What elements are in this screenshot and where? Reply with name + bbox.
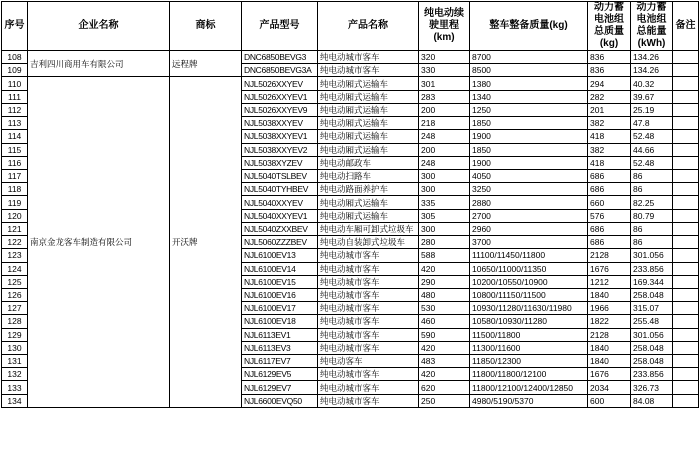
cell-model: NJL5060ZZZBEV [242, 236, 318, 249]
cell-curb-mass: 2880 [470, 196, 588, 209]
cell-range: 200 [419, 143, 470, 156]
cell-battery-mass: 382 [588, 117, 631, 130]
cell-model: NJL5040ZXXBEV [242, 222, 318, 235]
cell-seq: 111 [2, 90, 28, 103]
cell-model: NJL6100EV13 [242, 249, 318, 262]
cell-battery-energy: 258.048 [631, 341, 673, 354]
cell-curb-mass: 3700 [470, 236, 588, 249]
cell-battery-energy: 84.08 [631, 394, 673, 407]
cell-seq: 121 [2, 222, 28, 235]
cell-model: NJL5026XXYEV1 [242, 90, 318, 103]
cell-note [673, 222, 699, 235]
cell-note [673, 183, 699, 196]
cell-model: NJL5038XXYEV1 [242, 130, 318, 143]
cell-note [673, 341, 699, 354]
cell-battery-energy: 301.056 [631, 328, 673, 341]
cell-battery-energy: 233.856 [631, 368, 673, 381]
cell-seq: 130 [2, 341, 28, 354]
cell-range: 248 [419, 156, 470, 169]
cell-range: 300 [419, 169, 470, 182]
cell-battery-energy: 40.32 [631, 77, 673, 90]
cell-curb-mass: 1250 [470, 103, 588, 116]
cell-seq: 123 [2, 249, 28, 262]
header-model: 产品型号 [242, 2, 318, 51]
cell-curb-mass: 3250 [470, 183, 588, 196]
header-product-name: 产品名称 [318, 2, 419, 51]
cell-note [673, 156, 699, 169]
cell-model: NJL6100EV18 [242, 315, 318, 328]
cell-curb-mass: 1900 [470, 130, 588, 143]
cell-range: 420 [419, 341, 470, 354]
cell-model: NJL6113EV3 [242, 341, 318, 354]
cell-seq: 126 [2, 288, 28, 301]
vehicle-catalog-table [1, 1, 699, 408]
cell-seq: 108 [2, 51, 28, 64]
cell-model: NJL6100EV14 [242, 262, 318, 275]
cell-battery-energy: 86 [631, 222, 673, 235]
cell-seq: 115 [2, 143, 28, 156]
table-header [2, 2, 699, 51]
cell-battery-mass: 660 [588, 196, 631, 209]
cell-curb-mass: 2960 [470, 222, 588, 235]
cell-curb-mass: 11800/12100/12400/12850 [470, 381, 588, 394]
cell-note [673, 328, 699, 341]
cell-seq: 122 [2, 236, 28, 249]
cell-battery-mass: 576 [588, 209, 631, 222]
cell-range: 530 [419, 302, 470, 315]
cell-note [673, 368, 699, 381]
cell-product-name: 纯电动厢式运输车 [318, 103, 419, 116]
cell-range: 200 [419, 103, 470, 116]
cell-curb-mass: 4980/5190/5370 [470, 394, 588, 407]
cell-model: NJL5038XYZEV [242, 156, 318, 169]
cell-model: NJL5038XXYEV [242, 117, 318, 130]
cell-range: 283 [419, 90, 470, 103]
cell-model: DNC6850BEVG3 [242, 51, 318, 64]
table-row [2, 51, 699, 64]
cell-company: 南京金龙客车制造有限公司 [28, 77, 170, 407]
cell-seq: 133 [2, 381, 28, 394]
cell-seq: 118 [2, 183, 28, 196]
cell-note [673, 143, 699, 156]
cell-model: NJL6129EV5 [242, 368, 318, 381]
cell-seq: 112 [2, 103, 28, 116]
cell-note [673, 90, 699, 103]
cell-note [673, 315, 699, 328]
table-body [2, 51, 699, 408]
cell-product-name: 纯电动城市客车 [318, 288, 419, 301]
cell-product-name: 纯电动城市客车 [318, 368, 419, 381]
table-row [2, 77, 699, 90]
cell-model: NJL6600EVQ50 [242, 394, 318, 407]
cell-product-name: 纯电动城市客车 [318, 328, 419, 341]
cell-model: NJL6117EV7 [242, 355, 318, 368]
cell-curb-mass: 1850 [470, 143, 588, 156]
cell-note [673, 249, 699, 262]
cell-product-name: 纯电动城市客车 [318, 341, 419, 354]
cell-range: 480 [419, 288, 470, 301]
cell-model: NJL5040XXYEV [242, 196, 318, 209]
cell-product-name: 纯电动车厢可卸式垃圾车 [318, 222, 419, 235]
cell-range: 588 [419, 249, 470, 262]
cell-range: 590 [419, 328, 470, 341]
cell-battery-mass: 418 [588, 130, 631, 143]
cell-product-name: 纯电动厢式运输车 [318, 143, 419, 156]
cell-seq: 127 [2, 302, 28, 315]
cell-battery-energy: 86 [631, 169, 673, 182]
cell-battery-mass: 836 [588, 64, 631, 77]
cell-curb-mass: 1900 [470, 156, 588, 169]
cell-seq: 129 [2, 328, 28, 341]
cell-seq: 114 [2, 130, 28, 143]
cell-battery-energy: 44.66 [631, 143, 673, 156]
cell-curb-mass: 8500 [470, 64, 588, 77]
cell-note [673, 236, 699, 249]
cell-seq: 124 [2, 262, 28, 275]
cell-company: 吉利四川商用车有限公司 [28, 51, 170, 77]
cell-seq: 109 [2, 64, 28, 77]
cell-product-name: 纯电动邮政车 [318, 156, 419, 169]
cell-curb-mass: 10650/11000/11350 [470, 262, 588, 275]
header-note: 备注 [673, 2, 699, 51]
cell-curb-mass: 8700 [470, 51, 588, 64]
cell-note [673, 381, 699, 394]
cell-product-name: 纯电动城市客车 [318, 51, 419, 64]
cell-note [673, 117, 699, 130]
cell-battery-mass: 1676 [588, 262, 631, 275]
cell-product-name: 纯电动扫路车 [318, 169, 419, 182]
cell-curb-mass: 2700 [470, 209, 588, 222]
cell-product-name: 纯电动自装卸式垃圾车 [318, 236, 419, 249]
cell-range: 335 [419, 196, 470, 209]
cell-seq: 132 [2, 368, 28, 381]
cell-battery-mass: 836 [588, 51, 631, 64]
cell-product-name: 纯电动厢式运输车 [318, 196, 419, 209]
cell-battery-energy: 80.79 [631, 209, 673, 222]
cell-battery-energy: 52.48 [631, 156, 673, 169]
cell-seq: 117 [2, 169, 28, 182]
cell-battery-mass: 382 [588, 143, 631, 156]
cell-battery-energy: 255.48 [631, 315, 673, 328]
cell-note [673, 302, 699, 315]
cell-battery-mass: 686 [588, 183, 631, 196]
cell-note [673, 196, 699, 209]
cell-curb-mass: 4050 [470, 169, 588, 182]
header-company: 企业名称 [28, 2, 170, 51]
cell-battery-mass: 201 [588, 103, 631, 116]
cell-model: NJL5040TSLBEV [242, 169, 318, 182]
cell-model: NJL6100EV17 [242, 302, 318, 315]
cell-battery-mass: 1840 [588, 355, 631, 368]
cell-battery-mass: 686 [588, 222, 631, 235]
cell-model: NJL6100EV16 [242, 288, 318, 301]
cell-range: 330 [419, 64, 470, 77]
cell-range: 280 [419, 236, 470, 249]
cell-model: NJL5038XXYEV2 [242, 143, 318, 156]
cell-range: 248 [419, 130, 470, 143]
header-battery-mass: 动力蓄电池组总质量(kg) [588, 2, 631, 51]
cell-product-name: 纯电动城市客车 [318, 64, 419, 77]
cell-curb-mass: 1340 [470, 90, 588, 103]
cell-model: NJL5040XXYEV1 [242, 209, 318, 222]
cell-range: 483 [419, 355, 470, 368]
cell-curb-mass: 11500/11800 [470, 328, 588, 341]
cell-battery-mass: 1676 [588, 368, 631, 381]
header-curb-mass: 整车整备质量(kg) [470, 2, 588, 51]
cell-note [673, 77, 699, 90]
cell-battery-mass: 1966 [588, 302, 631, 315]
cell-curb-mass: 11800/11800/12100 [470, 368, 588, 381]
cell-battery-energy: 233.856 [631, 262, 673, 275]
cell-curb-mass: 1850 [470, 117, 588, 130]
cell-battery-energy: 134.26 [631, 64, 673, 77]
cell-battery-mass: 418 [588, 156, 631, 169]
cell-battery-energy: 301.056 [631, 249, 673, 262]
cell-battery-energy: 169.344 [631, 275, 673, 288]
cell-battery-energy: 86 [631, 183, 673, 196]
cell-product-name: 纯电动城市客车 [318, 249, 419, 262]
cell-range: 305 [419, 209, 470, 222]
cell-seq: 119 [2, 196, 28, 209]
header-seq: 序号 [2, 2, 28, 51]
cell-battery-mass: 282 [588, 90, 631, 103]
cell-product-name: 纯电动城市客车 [318, 302, 419, 315]
cell-range: 420 [419, 368, 470, 381]
cell-model: NJL5040TYHBEV [242, 183, 318, 196]
cell-model: NJL6113EV1 [242, 328, 318, 341]
cell-battery-mass: 686 [588, 169, 631, 182]
cell-battery-energy: 52.48 [631, 130, 673, 143]
cell-product-name: 纯电动城市客车 [318, 262, 419, 275]
cell-seq: 125 [2, 275, 28, 288]
cell-battery-mass: 2034 [588, 381, 631, 394]
cell-curb-mass: 10800/11150/11500 [470, 288, 588, 301]
cell-curb-mass: 10930/11280/11630/11980 [470, 302, 588, 315]
cell-battery-mass: 1212 [588, 275, 631, 288]
cell-model: DNC6850BEVG3A [242, 64, 318, 77]
cell-range: 290 [419, 275, 470, 288]
cell-product-name: 纯电动城市客车 [318, 315, 419, 328]
cell-range: 460 [419, 315, 470, 328]
cell-product-name: 纯电动厢式运输车 [318, 117, 419, 130]
cell-range: 218 [419, 117, 470, 130]
cell-brand: 远程牌 [170, 51, 242, 77]
cell-battery-energy: 47.8 [631, 117, 673, 130]
cell-note [673, 209, 699, 222]
cell-model: NJL5026XXYEV [242, 77, 318, 90]
cell-battery-energy: 86 [631, 236, 673, 249]
cell-battery-mass: 1840 [588, 341, 631, 354]
cell-note [673, 288, 699, 301]
cell-seq: 110 [2, 77, 28, 90]
cell-brand: 开沃牌 [170, 77, 242, 407]
cell-battery-energy: 258.048 [631, 355, 673, 368]
cell-product-name: 纯电动路面养护车 [318, 183, 419, 196]
cell-battery-mass: 600 [588, 394, 631, 407]
cell-battery-mass: 294 [588, 77, 631, 90]
cell-product-name: 纯电动厢式运输车 [318, 90, 419, 103]
header-range: 纯电动续驶里程(km) [419, 2, 470, 51]
cell-product-name: 纯电动城市客车 [318, 275, 419, 288]
cell-range: 320 [419, 51, 470, 64]
cell-product-name: 纯电动城市客车 [318, 394, 419, 407]
cell-battery-energy: 82.25 [631, 196, 673, 209]
cell-note [673, 355, 699, 368]
cell-product-name: 纯电动客车 [318, 355, 419, 368]
header-row [2, 2, 699, 51]
cell-curb-mass: 10200/10550/10900 [470, 275, 588, 288]
cell-battery-mass: 1822 [588, 315, 631, 328]
cell-curb-mass: 1380 [470, 77, 588, 90]
cell-battery-energy: 39.67 [631, 90, 673, 103]
cell-product-name: 纯电动厢式运输车 [318, 77, 419, 90]
cell-note [673, 130, 699, 143]
cell-note [673, 103, 699, 116]
cell-product-name: 纯电动厢式运输车 [318, 209, 419, 222]
cell-battery-mass: 686 [588, 236, 631, 249]
cell-range: 250 [419, 394, 470, 407]
cell-seq: 134 [2, 394, 28, 407]
cell-model: NJL6100EV15 [242, 275, 318, 288]
cell-product-name: 纯电动厢式运输车 [318, 130, 419, 143]
cell-note [673, 394, 699, 407]
cell-seq: 120 [2, 209, 28, 222]
cell-product-name: 纯电动城市客车 [318, 381, 419, 394]
cell-note [673, 64, 699, 77]
cell-battery-energy: 258.048 [631, 288, 673, 301]
cell-seq: 116 [2, 156, 28, 169]
cell-curb-mass: 11100/11450/11800 [470, 249, 588, 262]
cell-range: 620 [419, 381, 470, 394]
cell-model: NJL6129EV7 [242, 381, 318, 394]
cell-model: NJL5026XXYEV9 [242, 103, 318, 116]
header-brand: 商标 [170, 2, 242, 51]
cell-note [673, 169, 699, 182]
cell-battery-energy: 315.07 [631, 302, 673, 315]
cell-curb-mass: 10580/10930/11280 [470, 315, 588, 328]
cell-curb-mass: 11850/12300 [470, 355, 588, 368]
cell-note [673, 262, 699, 275]
cell-range: 301 [419, 77, 470, 90]
cell-battery-energy: 134.26 [631, 51, 673, 64]
cell-note [673, 51, 699, 64]
cell-battery-mass: 1840 [588, 288, 631, 301]
cell-battery-mass: 2128 [588, 249, 631, 262]
cell-battery-energy: 25.19 [631, 103, 673, 116]
cell-note [673, 275, 699, 288]
cell-seq: 113 [2, 117, 28, 130]
cell-range: 420 [419, 262, 470, 275]
cell-seq: 131 [2, 355, 28, 368]
cell-curb-mass: 11300/11600 [470, 341, 588, 354]
cell-range: 300 [419, 183, 470, 196]
cell-battery-mass: 2128 [588, 328, 631, 341]
header-battery-energy: 动力蓄电池组总能量(kWh) [631, 2, 673, 51]
cell-battery-energy: 326.73 [631, 381, 673, 394]
cell-range: 300 [419, 222, 470, 235]
cell-seq: 128 [2, 315, 28, 328]
